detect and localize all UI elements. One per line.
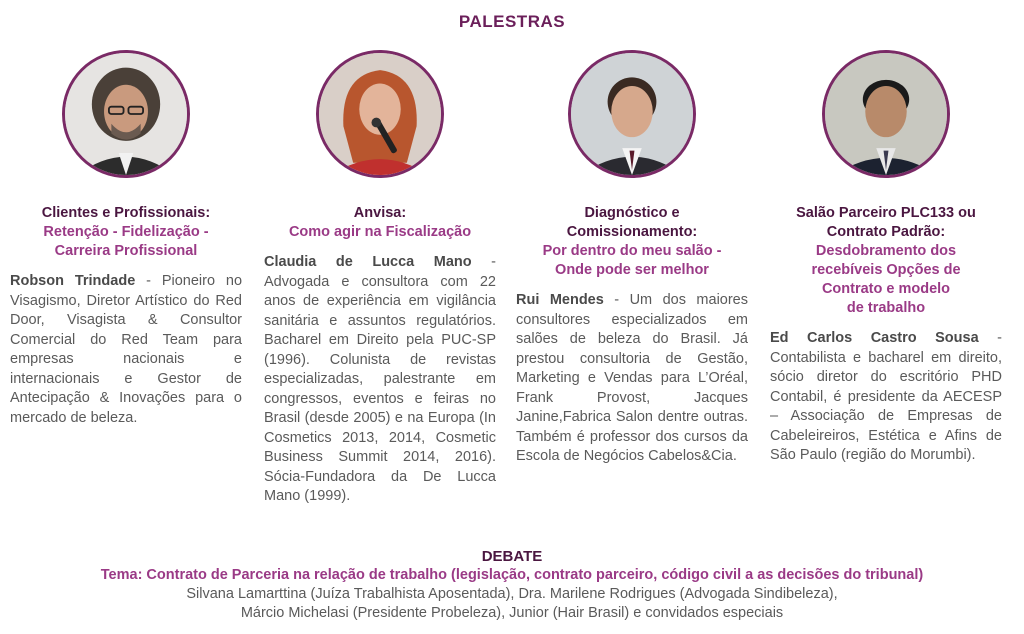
speaker-photo xyxy=(316,50,444,178)
talk-title: Clientes e Profissionais: Retenção - Fidelização - Carreira Profissional xyxy=(41,205,211,259)
speaker-bio: Ed Carlos Castro Sousa - Contabilista e bacharel em direito, sócio diretor do escritório PHD Contabil, é presidente da AECESP – Associação de Empresas de Cabeleireiros, Estética e Afins de São Paulo (região do Morumbi). xyxy=(770,330,1003,463)
speaker-bio: Robson Trindade - Pioneiro no Visagismo, Diretor Artístico do Red Door, Visagista & Consultor Comercial do Red Team para empresas nacionais e internacionais e Gestor de Antecipação & Inovações para o mercado de beleza. xyxy=(10,273,243,426)
speaker-name: Rui Mendes xyxy=(516,292,604,308)
debate-section xyxy=(0,547,1024,623)
talk-title: Salão Parceiro PLC133 ou Contrato Padrão: Desdobramento dos recebíveis Opções de Contrato e modelo de trabalho xyxy=(796,205,976,316)
debate-participants-line: Márcio Michelasi (Presidente Probeleza), Junior (Hair Brasil) e convidados especiais xyxy=(240,605,784,621)
speaker-card-3 xyxy=(516,48,748,467)
speaker-card-1 xyxy=(10,48,242,428)
speaker-photo xyxy=(62,50,190,178)
speaker-photo xyxy=(822,50,950,178)
speaker-name: Robson Trindade xyxy=(10,273,136,289)
speaker-bio: Rui Mendes - Um dos maiores consultores especializados em salões de beleza do Brasil. Já prestou consultoria de Gestão, Marketing e Vendas para L’Oréal, Frank Provost, Jacques Janine,Fabrica Salon dentre outras. Também é professor dos cursos da Escola de Negócios Cabelos&Cia. xyxy=(516,292,748,464)
speaker-photo xyxy=(568,50,696,178)
talk-title: Anvisa: Como agir na Fiscalização xyxy=(288,205,472,240)
page-title: PALESTRAS xyxy=(458,12,566,31)
speaker-name: Claudia de Lucca Mano xyxy=(264,254,472,270)
debate-participants-line: Silvana Lamarttina (Juíza Trabalhista Aposentada), Dra. Marilene Rodrigues (Advogada Sindibeleza), xyxy=(186,586,838,602)
speaker-card-4 xyxy=(770,48,1002,466)
debate-theme: Tema: Contrato de Parceria na relação de trabalho (legislação, contrato parceiro, código civil a as decisões do tribunal) xyxy=(100,567,924,583)
speaker-bio: Claudia de Lucca Mano - Advogada e consultora com 22 anos de experiência em vigilância sanitária e assuntos regulatórios. Bacharel em Direito pela PUC-SP (1996). Colunista de revistas especializadas, palestrante em congressos, eventos e feiras no Brasil (desde 2005) e na Europa (In Cosmetics 2013, 2014, Cosmetic Business Summit 2014, 2016). Sócia-Fundadora da De Lucca Mano (1999). xyxy=(264,254,496,504)
speaker-name: Ed Carlos Castro Sousa xyxy=(770,330,979,346)
debate-title: DEBATE xyxy=(481,548,543,565)
talk-title: Diagnóstico e Comissionamento: Por dentro do meu salão - Onde pode ser melhor xyxy=(542,205,722,278)
speaker-card-2 xyxy=(264,48,496,507)
